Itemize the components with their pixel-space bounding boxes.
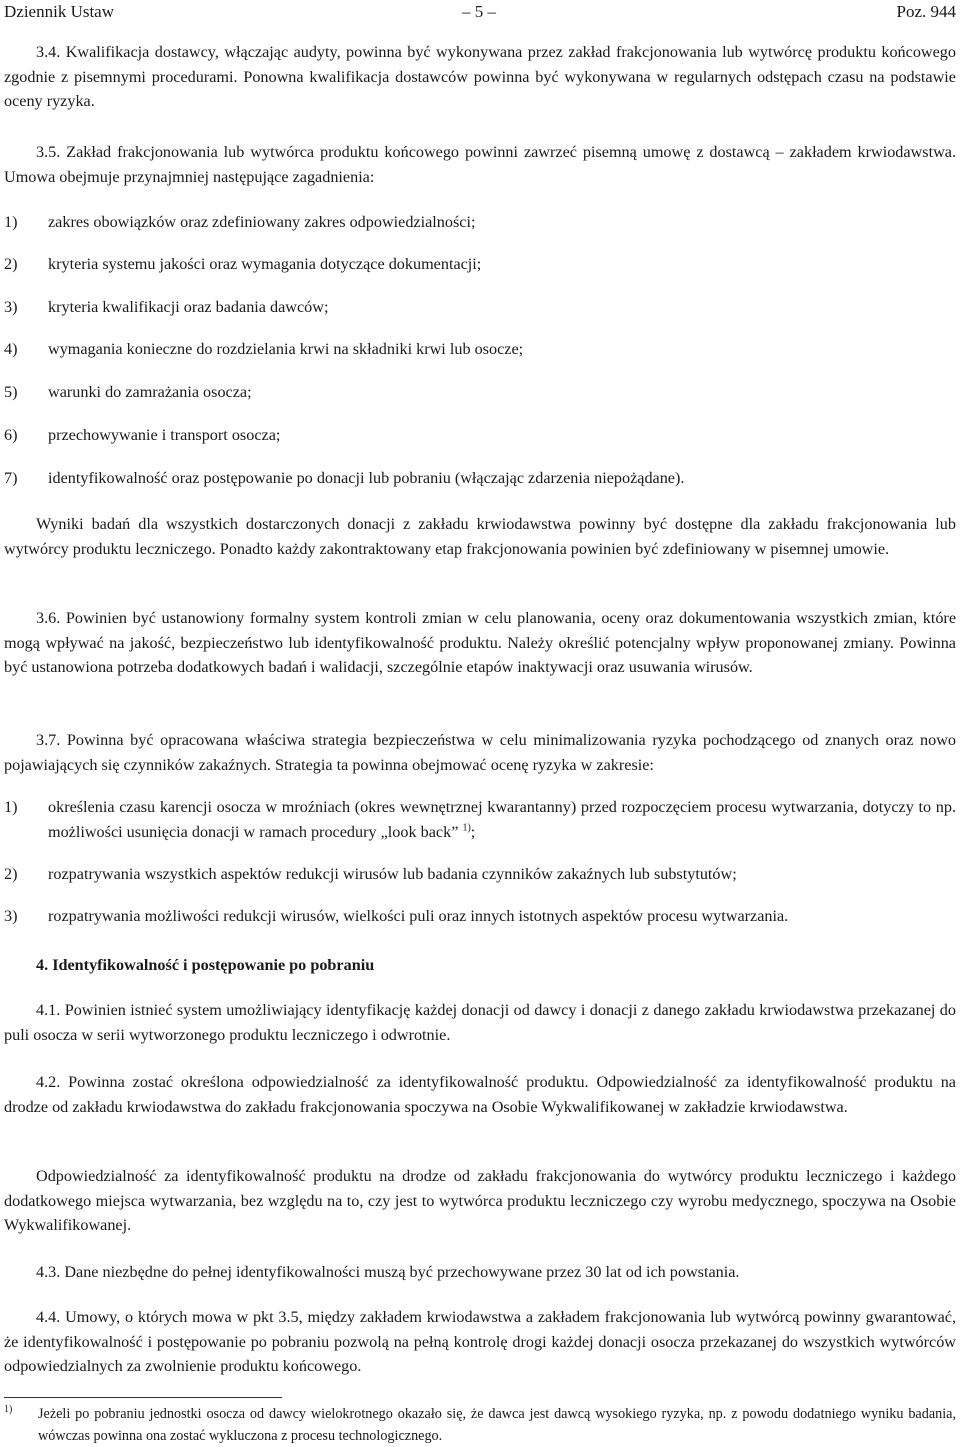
list-item-text: rozpatrywania możliwości redukcji wirusów, wielkości puli oraz innych istotnych aspektów procesu wytwarzania. [48, 907, 789, 925]
list-item-number: 5) [4, 383, 18, 401]
list-item-text: wymagania konieczne do rozdzielania krwi na składniki krwi lub osocze; [48, 340, 524, 358]
list-item-text: identyfikowalność oraz postępowanie po donacji lub pobraniu (włączając zdarzenia niepożądane). [48, 469, 685, 487]
paragraph-4-1: 4.1. Powinien istnieć system umożliwiający identyfikację każdej donacji od dawcy i donacji z danego zakładu krwiodawstwa przekazanej do puli osocza w serii wytworzonego produktu leczniczego i odwrotnie. [4, 1001, 956, 1044]
footnote-reference: 1) [462, 822, 471, 834]
paragraph-3-4: 3.4. Kwalifikacja dostawcy, włączając audyty, powinna być wykonywana przez zakład frakcjonowania lub wytwórcę produktu końcowego zgodnie z pisemnymi procedurami. Ponowna kwalifikacja dostawców powinna być wykonywana w regularnych odstępach czasu na podstawie oceny ryzyka. [4, 43, 956, 110]
paragraph-responsibility: Odpowiedzialność za identyfikowalność produktu na drodze od zakładu frakcjonowania do wytwórcy produktu leczniczego i każdego dodatkowego miejsca wytwarzania, bez względu na to, czy jest to wytwórca produktu leczniczego czy wyrobu medycznego, spoczywa na Osobie Wykwalifikowanej. [4, 1167, 956, 1234]
footnote-text: Jeżeli po pobraniu jednostki osocza od dawcy wielokrotnego okazało się, że dawca jest dawcą wysokiego ryzyka, np. z powodu dodatniego wyniku badania, wówczas powinna ona zostać wykluczona z procesu technologicznego. [38, 1406, 956, 1444]
paragraph-3-7: 3.7. Powinna być opracowana właściwa strategia bezpieczeństwa w celu minimalizowania ryzyka pochodzącego od znanych oraz nowo pojawiających się czynników zakaźnych. Strategia ta powinna obejmować ocenę ryzyka w zakresie: [4, 731, 956, 774]
list-item-number: 1) [4, 213, 18, 231]
list-item-text: kryteria kwalifikacji oraz badania dawców; [48, 298, 329, 316]
list-item-text: zakres obowiązków oraz zdefiniowany zakres odpowiedzialności; [48, 213, 476, 231]
list-item-number: 1) [4, 798, 18, 816]
list-item-text: kryteria systemu jakości oraz wymagania dotyczące dokumentacji; [48, 255, 482, 273]
list-item-number: 2) [4, 865, 18, 883]
page-number: – 5 – [462, 2, 496, 21]
page-header [0, 0, 960, 26]
list-item-text: przechowywanie i transport osocza; [48, 426, 281, 444]
list-item-number: 3) [4, 298, 18, 316]
paragraph-3-6: 3.6. Powinien być ustanowiony formalny system kontroli zmian w celu planowania, oceny oraz dokumentowania wszystkich zmian, które mogą wpływać na jakość, bezpieczeństwo lub identyfikowalność produktu. Należy określić potencjalny wpływ proponowanej zmiany. Powinna być ustanowiona potrzeba dodatkowych badań i walidacji, szczególnie etapów inaktywacji oraz usuwania wirusów. [4, 609, 956, 676]
paragraph-4-2: 4.2. Powinna zostać określona odpowiedzialność za identyfikowalność produktu. Odpowiedzialność za identyfikowalność produktu na drodze od zakładu krwiodawstwa do zakładu frakcjonowania spoczywa na Osobie Wykwalifikowanej w zakładzie krwiodawstwa. [4, 1073, 956, 1116]
list-item-text: określenia czasu karencji osocza w mroźniach (okres wewnętrznej kwarantanny) przed rozpoczęciem procesu wytwarzania, dotyczy to np. możliwości usunięcia donacji w ramach procedury „look back” $^{1)}$; [48, 798, 956, 841]
paragraph-results: Wyniki badań dla wszystkich dostarczonych donacji z zakładu krwiodawstwa powinny być dostępne dla zakładu frakcjonowania lub wytwórcy produktu leczniczego. Ponadto każdy zakontraktowany etap frakcjonowania powinien być zdefiniowany w pisemnej umowie. [4, 515, 956, 558]
position-number: Poz. 944 [896, 2, 956, 21]
list-item-text: rozpatrywania wszystkich aspektów redukcji wirusów lub badania czynników zakaźnych lub substytutów; [48, 865, 737, 883]
paragraph-4-4: 4.4. Umowy, o których mowa w pkt 3.5, między zakładem krwiodawstwa a zakładem frakcjonowania lub wytwórcą powinny gwarantować, że identyfikowalność i postępowanie po pobraniu pozwolą na pełną kontrolę drogi każdej donacji osocza przekazanej do wszystkich wytwórców odpowiedzialnych za zwolnienie produktu końcowego. [4, 1308, 956, 1375]
footnote-divider [4, 1397, 282, 1398]
journal-title: Dziennik Ustaw [4, 2, 115, 21]
list-item-number: 3) [4, 907, 18, 925]
list-item-number: 7) [4, 469, 18, 487]
list-item-number: 4) [4, 340, 18, 358]
footnote-mark: 1) [4, 1404, 13, 1415]
section-heading: 4. Identyfikowalność i postępowanie po pobraniu [36, 956, 375, 974]
list-item-text: warunki do zamrażania osocza; [48, 383, 252, 401]
list-item-number: 6) [4, 426, 18, 444]
list-item-number: 2) [4, 255, 18, 273]
paragraph-3-5: 3.5. Zakład frakcjonowania lub wytwórca produktu końcowego powinni zawrzeć pisemną umowę z dostawcą – zakładem krwiodawstwa. Umowa obejmuje przynajmniej następujące zagadnienia: [4, 143, 956, 186]
paragraph-4-3: 4.3. Dane niezbędne do pełnej identyfikowalności muszą być przechowywane przez 30 lat od ich powstania. [36, 1263, 740, 1281]
